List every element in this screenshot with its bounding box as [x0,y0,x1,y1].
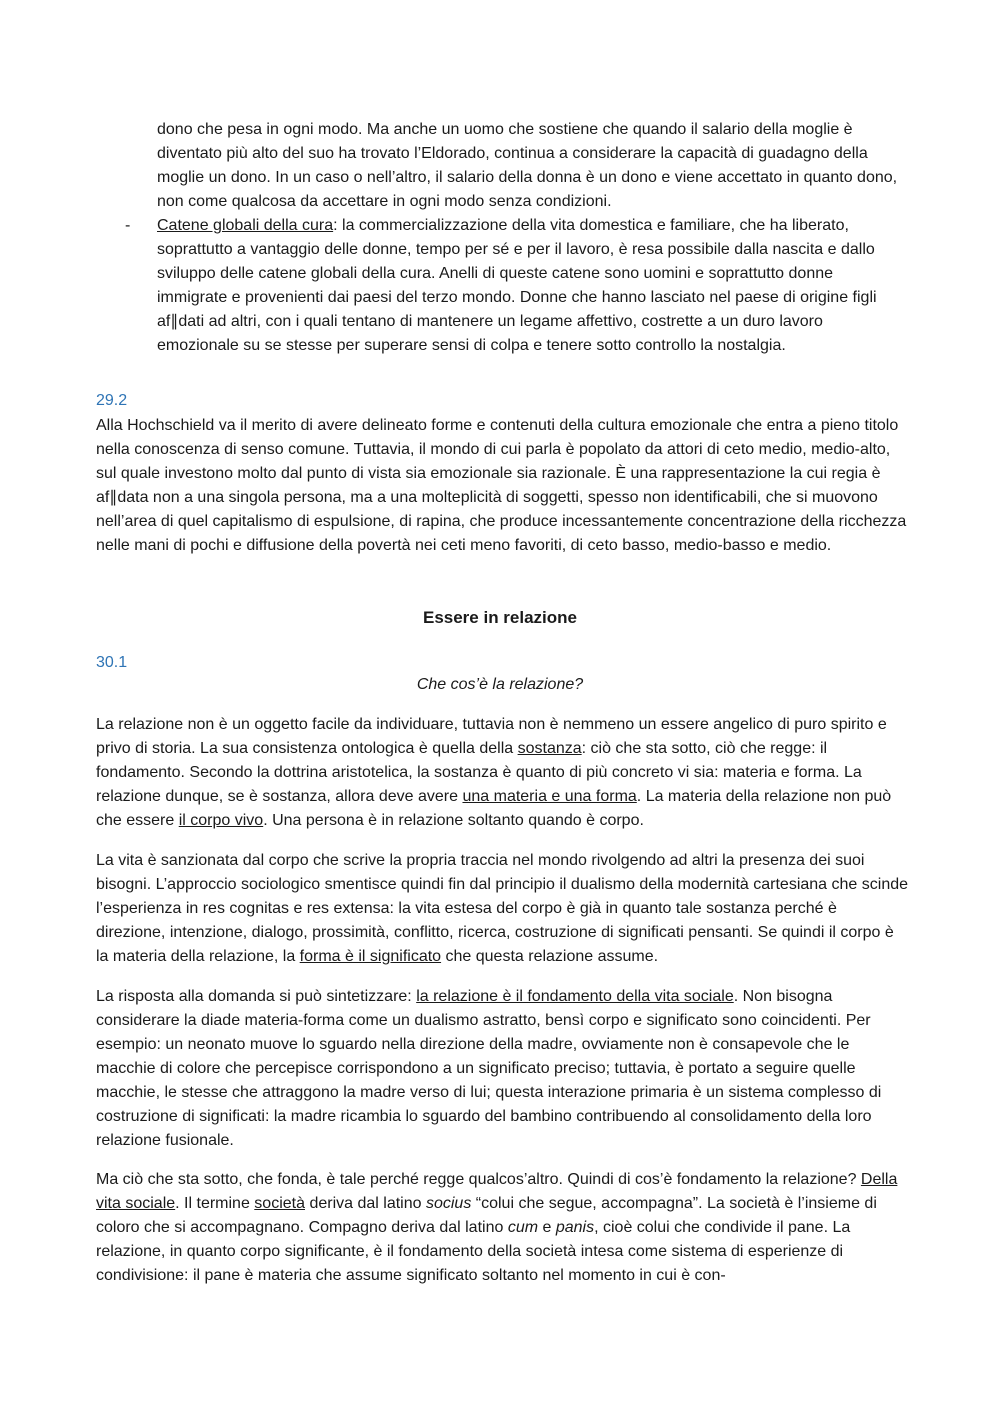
bullet-term: Catene globali della cura [157,217,334,234]
paragraph-4: Ma ciò che sta sotto, che fonda, è tale perché regge qualcos’altro. Quindi di cos’è fondamento la relazione? Della vita sociale. Il termine società deriva dal latino socius “colui che segue, accompagna”. La società è l’insieme di coloro che si accompagnano. Compagno deriva dal latino cum e panis, cioè colui che condivide il pane. La relazione, in quanto corpo significante, è il fondamento della società intesa come sistema di esperienze di condivisione: il pane è materia che assume significato soltanto nel momento in cui è con- [96,1171,898,1284]
paragraph-3: La risposta alla domanda si può sintetizzare: la relazione è il fondamento della vita sociale. Non bisogna considerare la diade materia-forma come un dualismo astratto, bensì corpo e significato sono coincidenti. Per esempio: un neonato muove lo sguardo nella direzione della madre, ovviamente non è consapevole che le macchie di colore che percepisce corrispondono a un significato preciso; tuttavia, è portato a seguire quelle macchie, le stesse che attraggono la madre verso di lui; questa interazione primaria è un sistema complesso di costruzione di significati: la madre ricambia lo sguardo del bambino contribuendo al consolidamento della loro relazione fusionale. [96,988,882,1149]
section-number-29-2: 29.2 [96,392,128,409]
section-subtitle: Che cos’è la relazione? [416,676,584,693]
bullet-dash: - [125,217,131,234]
section-number-30-1: 30.1 [96,654,128,671]
paragraph-1: La relazione non è un oggetto facile da individuare, tuttavia non è nemmeno un essere angelico di puro spirito e privo di storia. La sua consistenza ontologica è quella della sostanza: ciò che sta sotto, ciò che regge: il fondamento. Secondo la dottrina aristotelica, la sostanza è quanto di più concreto vi sia: materia e forma. La relazione dunque, se è sostanza, allora deve avere una materia e una forma. La materia della relazione non può che essere il corpo vivo. Una persona è in relazione soltanto quando è corpo. [96,716,892,829]
bullet-continuation: dono che pesa in ogni modo. Ma anche un uomo che sostiene che quando il salario della moglie è diventato più alto del suo ha trovato l’Eldorado, continua a considerare la capacità di guadagno della moglie un dono. In un caso o nell’altro, il salario della donna è un dono e viene accettato in quanto dono, non come qualcosa da accettare in ogni modo senza condizioni. [157,121,898,210]
bullet-item-catene: Catene globali della cura: la commercializzazione della vita domestica e familiare, che ha liberato, soprattutto a vantaggio delle donne, tempo per sé e per il lavoro, è resa possibile dalla nascita e dallo sviluppo delle catene globali della cura. Anelli di queste catene sono uomini e soprattutto donne immigrate e provenienti dai paesi del terzo mondo. Donne che hanno lasciato nel paese di origine figli af∥dati ad altri, con i quali tentano di mantenere un legame affettivo, costrette a un duro lavoro emozionale su se stesse per superare sensi di colpa e tenere sotto controllo la nostalgia. [157,217,877,354]
paragraph-29-2: Alla Hochschield va il merito di avere delineato forme e contenuti della cultura emozionale che entra a pieno titolo nella conoscenza di senso comune. Tuttavia, il mondo di cui parla è popolato da attori di ceto medio, medio-alto, sul quale investono molto dal punto di vista sia emozionale sia razionale. È una rappresentazione la cui regia è af∥data non a una singola persona, ma a una molteplicità di soggetti, spesso non identificabili, che si muovono nell’area di quel capitalismo di espulsione, di rapina, che produce incessantemente concentrazione della ricchezza nelle mani di pochi e diffusione della povertà nei ceti meno favoriti, di ceto basso, medio-basso e medio. [96,417,907,554]
section-heading: Essere in relazione [422,608,578,627]
paragraph-2: La vita è sanzionata dal corpo che scrive la propria traccia nel mondo rivolgendo ad altri la presenza dei suoi bisogni. L’approccio sociologico smentisce quindi fin dal principio il dualismo della modernità cartesiana che scinde l’esperienza in res cognitas e res extensa: la vita estesa del corpo è già in quanto tale sostanza perché è direzione, intenzione, dialogo, prossimità, conflitto, ricerca, costruzione di significati pensanti. Se quindi il corpo è la materia della relazione, la forma è il significato che questa relazione assume. [96,852,909,965]
